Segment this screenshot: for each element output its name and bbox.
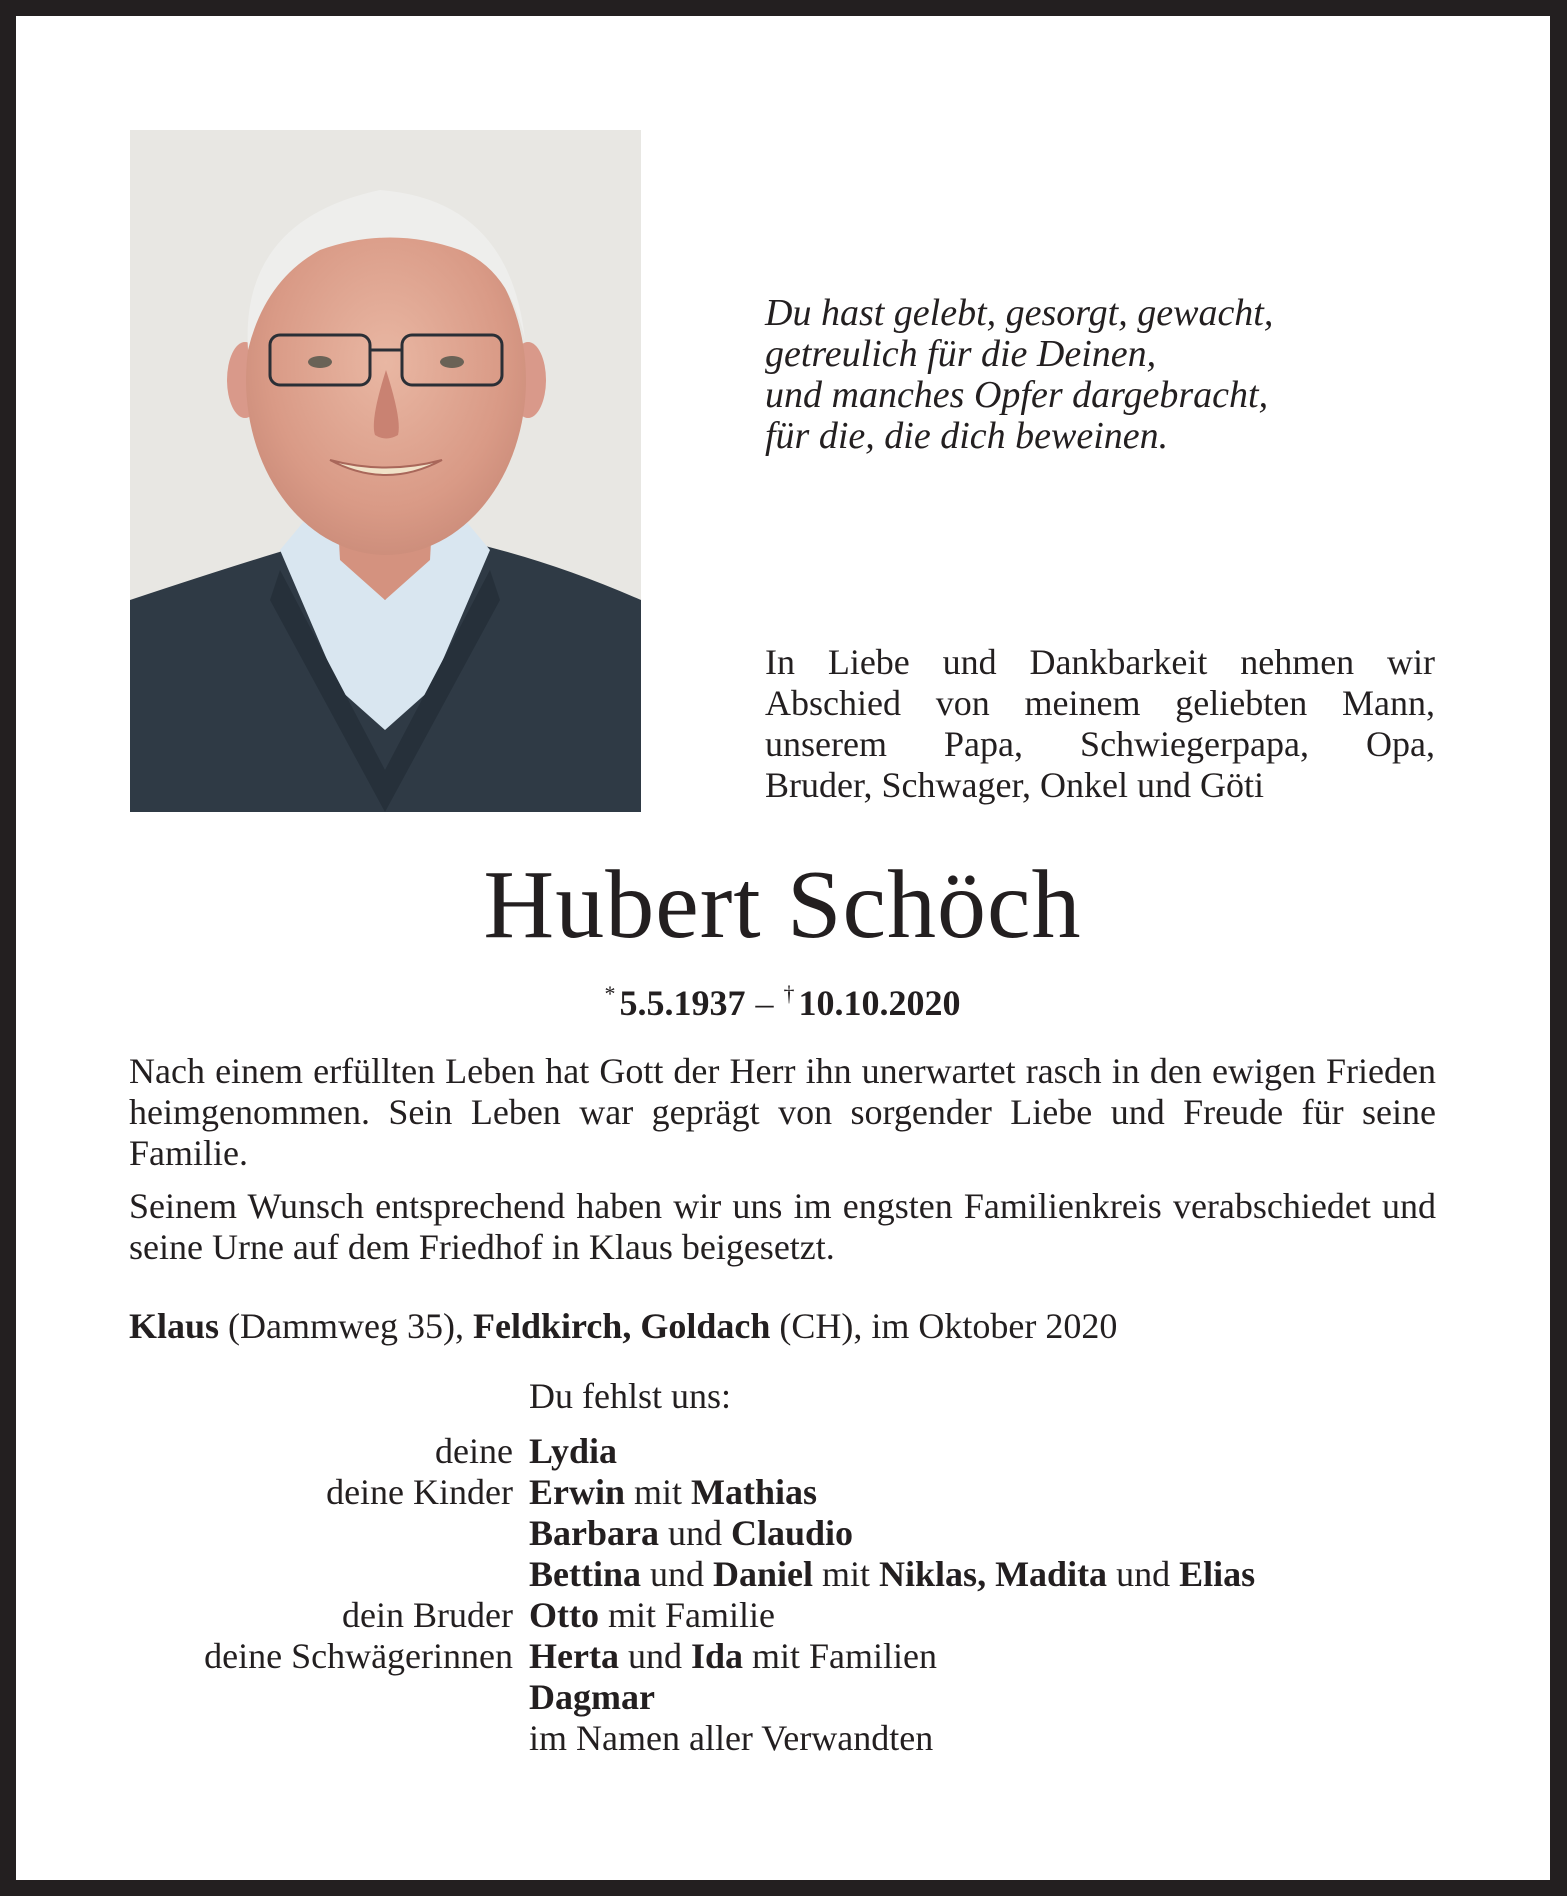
- mourner-name: Dagmar: [529, 1677, 655, 1717]
- month-year: im Oktober 2020: [871, 1306, 1118, 1346]
- mourner-names: [529, 1472, 1436, 1513]
- birth-date: 5.5.1937: [619, 983, 746, 1023]
- mourner-row: [129, 1472, 1436, 1513]
- intro-line: unserem Papa, Schwiegerpapa, Opa,: [765, 724, 1435, 764]
- relation-label: [129, 1677, 513, 1718]
- farewell-intro: [765, 642, 1435, 806]
- mourner-name: Daniel: [713, 1554, 814, 1594]
- poem-line: getreulich für die Deinen,: [765, 333, 1157, 375]
- mourner-rows: [129, 1431, 1436, 1759]
- mourner-row: [129, 1718, 1436, 1759]
- poem-line: für die, die dich beweinen.: [765, 415, 1169, 457]
- mourner-name: Niklas, Madita: [879, 1554, 1108, 1594]
- relation-label: deine: [435, 1431, 513, 1471]
- connector-text: mit: [625, 1472, 692, 1512]
- intro-line: Bruder, Schwager, Onkel und Göti: [765, 765, 1265, 805]
- connector-text: und: [659, 1513, 731, 1553]
- mourner-name: Barbara: [529, 1513, 659, 1553]
- mourner-names: [529, 1513, 1436, 1554]
- portrait-photo: [130, 130, 641, 812]
- mourner-row: [129, 1513, 1436, 1554]
- mourner-row: [129, 1595, 1436, 1636]
- obituary-card: [16, 16, 1550, 1880]
- intro-line: Abschied von meinem geliebten Mann,: [765, 683, 1435, 723]
- poem-line: und manches Opfer dargebracht,: [765, 374, 1269, 416]
- mourner-row: [129, 1431, 1436, 1472]
- mourner-names: [529, 1431, 1436, 1472]
- address: (Dammweg 35),: [219, 1306, 473, 1346]
- mourner-names: [529, 1677, 1436, 1718]
- mourners-intro-row: [129, 1376, 1436, 1417]
- mourner-name: Ida: [690, 1636, 743, 1676]
- lower-section: [129, 850, 1436, 1759]
- relation-label: [129, 1513, 513, 1554]
- portrait-icon: [130, 130, 641, 812]
- intro-line: In Liebe und Dankbarkeit nehmen wir: [765, 642, 1435, 682]
- mourner-row: [129, 1554, 1436, 1595]
- mourner-names: [529, 1636, 1436, 1677]
- paragraph: Nach einem erfüllten Leben hat Gott der Herr ihn unerwartet rasch in den ewigen Frieden heimgenommen. Sein Leben war geprägt von sorgender Liebe und Freude für seine Familie.: [129, 1051, 1436, 1173]
- mourner-row: [129, 1677, 1436, 1718]
- mourner-name: Erwin: [529, 1472, 626, 1512]
- mourner-name: Herta: [529, 1636, 619, 1676]
- connector-text: und: [618, 1636, 691, 1676]
- connector-text: und: [641, 1554, 713, 1594]
- connector-text: im Namen aller Verwandten: [529, 1718, 934, 1758]
- paragraph: Seinem Wunsch entsprechend haben wir uns im engsten Familienkreis verabschiedet und seine Urne auf dem Friedhof in Klaus beigesetzt.: [129, 1186, 1436, 1267]
- mourner-name: Claudio: [731, 1513, 854, 1553]
- mourner-name: Lydia: [529, 1431, 618, 1471]
- connector-text: und: [1107, 1554, 1180, 1594]
- mourners-intro: Du fehlst uns:: [529, 1376, 731, 1416]
- obituary-text: [129, 1051, 1436, 1268]
- intro-spacer: [129, 1376, 513, 1417]
- relation-label: deine Schwägerinnen: [204, 1636, 513, 1676]
- date-separator: –: [755, 983, 774, 1023]
- town-klaus: Klaus: [129, 1306, 220, 1346]
- connector-text: mit Familie: [598, 1595, 775, 1635]
- mourner-name: Bettina: [529, 1554, 641, 1594]
- death-date: 10.10.2020: [798, 983, 961, 1023]
- mourner-names: [529, 1554, 1436, 1595]
- deceased-name: Hubert Schöch: [483, 851, 1082, 959]
- mourners-list: [129, 1376, 1436, 1759]
- poem-line: Du hast gelebt, gesorgt, gewacht,: [765, 292, 1274, 334]
- life-dates: [129, 972, 1436, 1025]
- relation-label: [129, 1718, 513, 1759]
- mourner-names: [529, 1595, 1436, 1636]
- mourner-name: Elias: [1179, 1554, 1256, 1594]
- mourner-names: [529, 1718, 1436, 1759]
- death-cross-icon: †: [783, 981, 795, 1006]
- relation-label: dein Bruder: [342, 1595, 513, 1635]
- connector-text: mit: [813, 1554, 880, 1594]
- mourner-name: Mathias: [691, 1472, 818, 1512]
- country: (CH),: [770, 1306, 872, 1346]
- place-date-line: [129, 1304, 1436, 1348]
- mourner-name: Otto: [529, 1595, 599, 1635]
- memorial-poem: [765, 293, 1505, 457]
- mourner-row: [129, 1636, 1436, 1677]
- connector-text: mit Familien: [742, 1636, 937, 1676]
- towns: Feldkirch, Goldach: [472, 1306, 771, 1346]
- relation-label: deine Kinder: [326, 1472, 513, 1512]
- relation-label: [129, 1554, 513, 1595]
- birth-star-icon: *: [604, 981, 616, 1006]
